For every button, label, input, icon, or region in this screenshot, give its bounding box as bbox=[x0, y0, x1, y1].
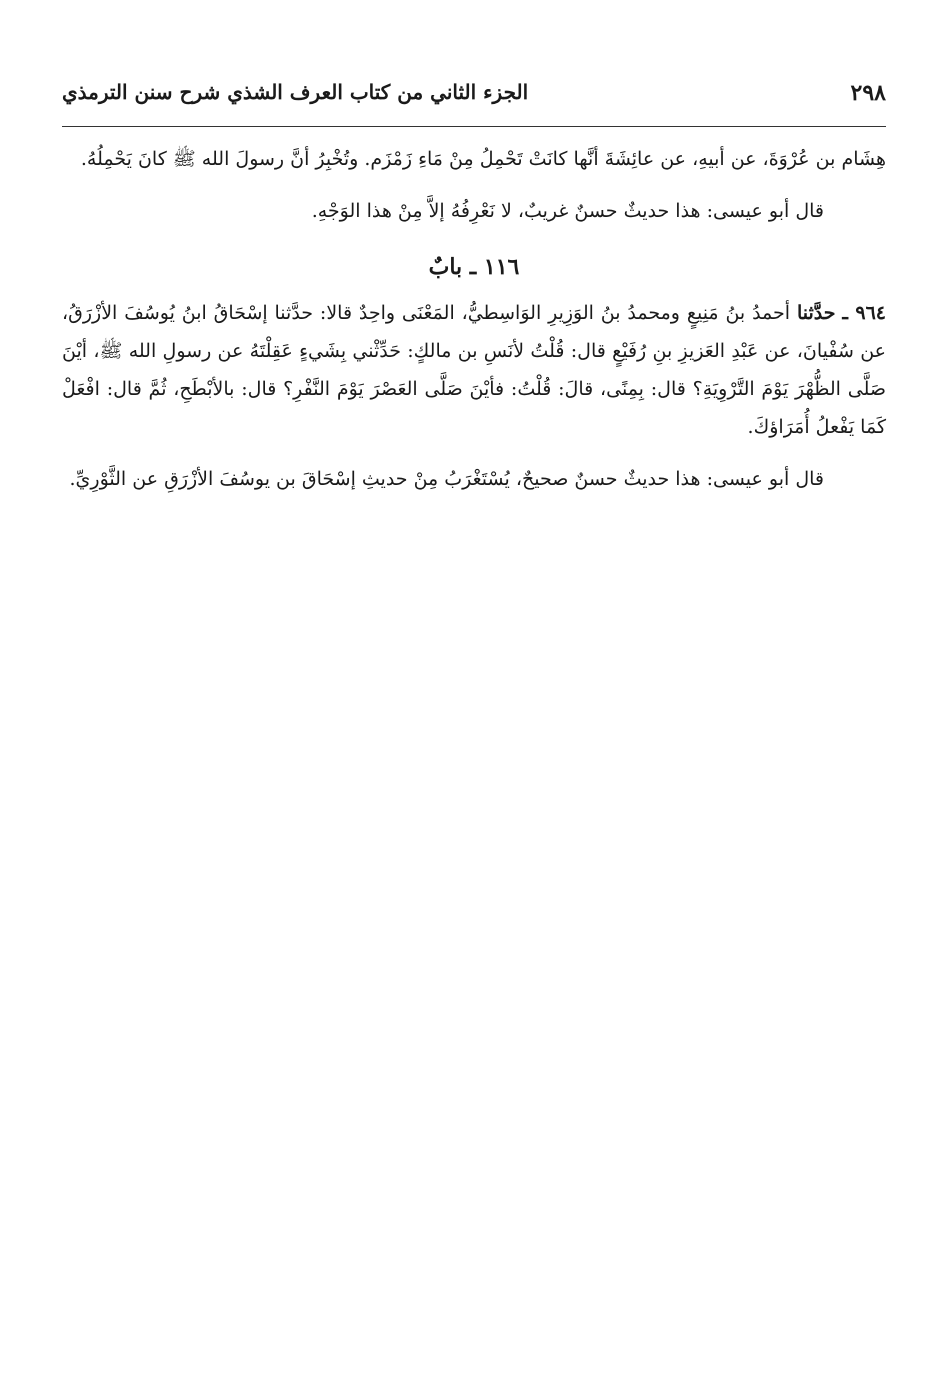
section-heading: ١١٦ ـ بابٌ bbox=[428, 254, 520, 280]
hadith-text: أحمدُ بنُ مَنِيعٍ ومحمدُ بنُ الوَزِيرِ الوَاسِطيُّ، المَعْنَى واحِدٌ قالا: حدَّثنا إسْحَاقُ ابنُ يُوسُفَ الأزْرَقُ، عن سُفْيانَ، عن عَبْدِ العَزيزِ بنِ رُفَيْعٍ قال: قُلْتُ لأنَسِ بن مالكٍ: حَدِّثْني بِشَيءٍ عَقِلْتَهُ عن رسولِ الله ﷺ، أيْنَ صَلَّى الظُّهْرَ يَوْمَ التَّرْوِيَةِ؟ قال: بِمِنًى، قالَ: قُلْتُ: فأيْنَ صَلَّى العَصْرَ يَوْمَ النَّفْرِ؟ قال: بالأبْطَحِ، ثُمَّ قال: افْعَلْ كَمَا يَفْعلُ أُمَرَاؤكَ. bbox=[62, 302, 886, 438]
header-divider bbox=[62, 126, 886, 127]
commentary-paragraph-2: قال أبو عيسى: هذا حديثٌ حسنٌ صحيحٌ، يُسْتَغْرَبُ مِنْ حديثِ إسْحَاقَ بن يوسُفَ الأزْرَقِ عن الثَّوْرِيِّ. bbox=[69, 468, 824, 490]
page-header bbox=[62, 80, 886, 116]
commentary-paragraph: قال أبو عيسى: هذا حديثٌ حسنٌ غريبٌ، لا نَعْرِفُهُ إلاَّ مِنْ هذا الوَجْهِ. bbox=[311, 200, 824, 222]
hadith-paragraph bbox=[62, 294, 886, 446]
running-title: الجزء الثاني من كتاب العرف الشذي شرح سنن الترمذي bbox=[62, 80, 529, 104]
hadith-lead-word: حدَّثنا bbox=[796, 302, 836, 324]
continued-hadith-text: هِشَام بن عُرْوَةَ، عن أبيهِ، عن عائِشَةَ أنَّها كانَتْ تَحْمِلُ مِنْ مَاءِ زَمْزَم. وتُخْبِرُ أنَّ رسولَ الله ﷺ كانَ يَحْمِلُهُ. bbox=[80, 148, 886, 170]
hadith-number: ٩٦٤ ـ bbox=[842, 302, 886, 324]
page-body bbox=[62, 140, 886, 498]
page-number: ٢٩٨ bbox=[850, 80, 886, 106]
